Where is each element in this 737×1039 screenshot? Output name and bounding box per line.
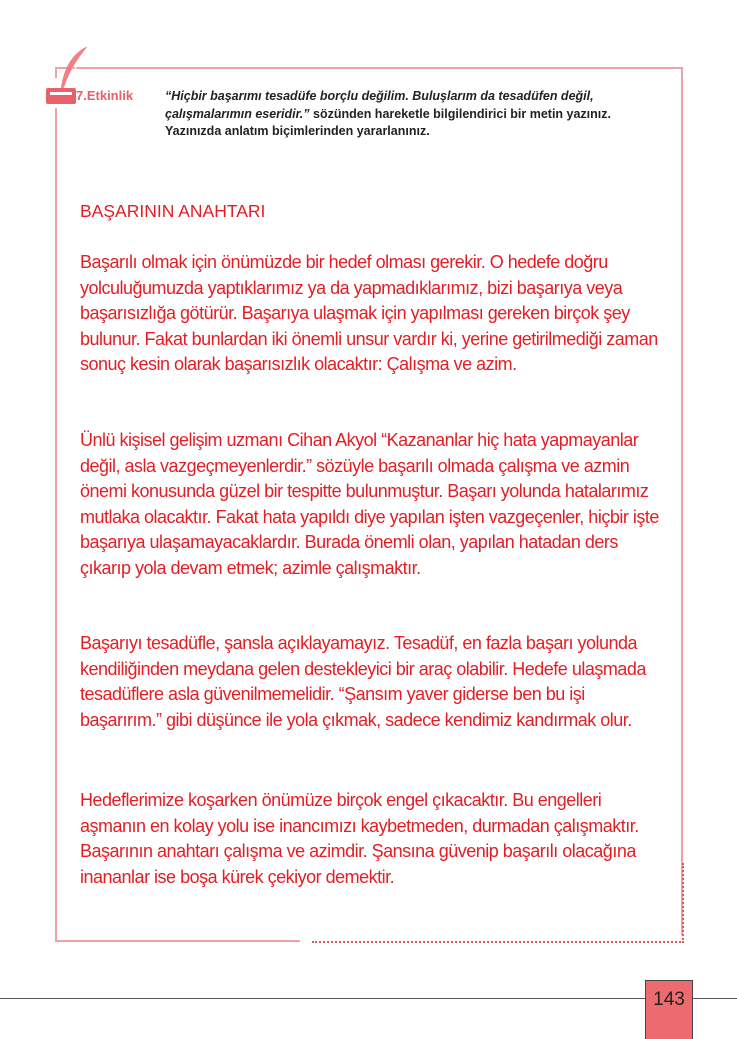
activity-instruction-text: sözünden hareketle bilgilendirici bir metin yazınız. Yazınızda anlatım biçimlerinden yararlanınız. xyxy=(165,106,611,138)
activity-label: 7.Etkinlik xyxy=(76,88,134,103)
essay-title: BAŞARININ ANAHTARI xyxy=(80,201,266,221)
essay-paragraph-3: Başarıyı tesadüfle, şansla açıklayamayız. Tesadüf, en fazla başarı yolunda kendiliğinden meydana gelen destekleyici bir araç olabilir. Hedefe ulaşmada tesadüflere asla güvenilmemelidir. “Şansım yaver giderse ben bu işi başarırım.” gibi düşünce ile yola çıkmak, sadece kendimiz kandırmak olur. xyxy=(80,633,646,730)
page-number: 143 xyxy=(653,989,685,1010)
footer-rule xyxy=(0,998,737,999)
activity-quote: “Hiçbir başarımı tesadüfe borçlu değilim. Buluşlarım da tesadüfen değil, çalışmalarımın eseridir.” xyxy=(165,89,594,121)
activity-instruction xyxy=(165,88,665,141)
essay-paragraph-1: Başarılı olmak için önümüzde bir hedef olması gerekir. O hedefe doğru yolculuğumuzda yaptıklarımız ya da yapmadıklarımız, bizi başarıya veya başarısızlığa götürür. Başarıya ulaşmak için yapılması gereken birçok şey bulunur. Fakat bunlardan iki önemli unsur vardır ki, yerine getirilmediği zaman sonuç kesin olarak başarısızlık olacaktır: Çalışma ve azim. xyxy=(80,252,658,374)
essay-paragraph-4: Hedeflerimize koşarken önümüze birçok engel çıkacaktır. Bu engelleri aşmanın en kolay yolu ise inancımızı kaybetmeden, durmadan çalışmaktır. Başarının anahtarı çalışma ve azimdir. Şansına güvenip başarılı olacağına inananlar ise boşa kürek çekiyor demektir. xyxy=(80,790,639,887)
essay-paragraph-2: Ünlü kişisel gelişim uzmanı Cihan Akyol “Kazananlar hiç hata yapmayanlar değil, asla vazgeçmeyenlerdir.” sözüyle başarılı olmada çalışma ve azmin önemi konusunda güzel bir tespitte bulunmuştur. Başarı yolunda hatalarımız mutlaka olacaktır. Fakat hata yapıldı diye yapılan işten vazgeçenler, hiçbir işte başarıya ulaşamayacaklardır. Burada önemli olan, yapılan hatadan ders çıkarıp yola devam etmek; azimle çalışmaktır. xyxy=(80,430,659,578)
